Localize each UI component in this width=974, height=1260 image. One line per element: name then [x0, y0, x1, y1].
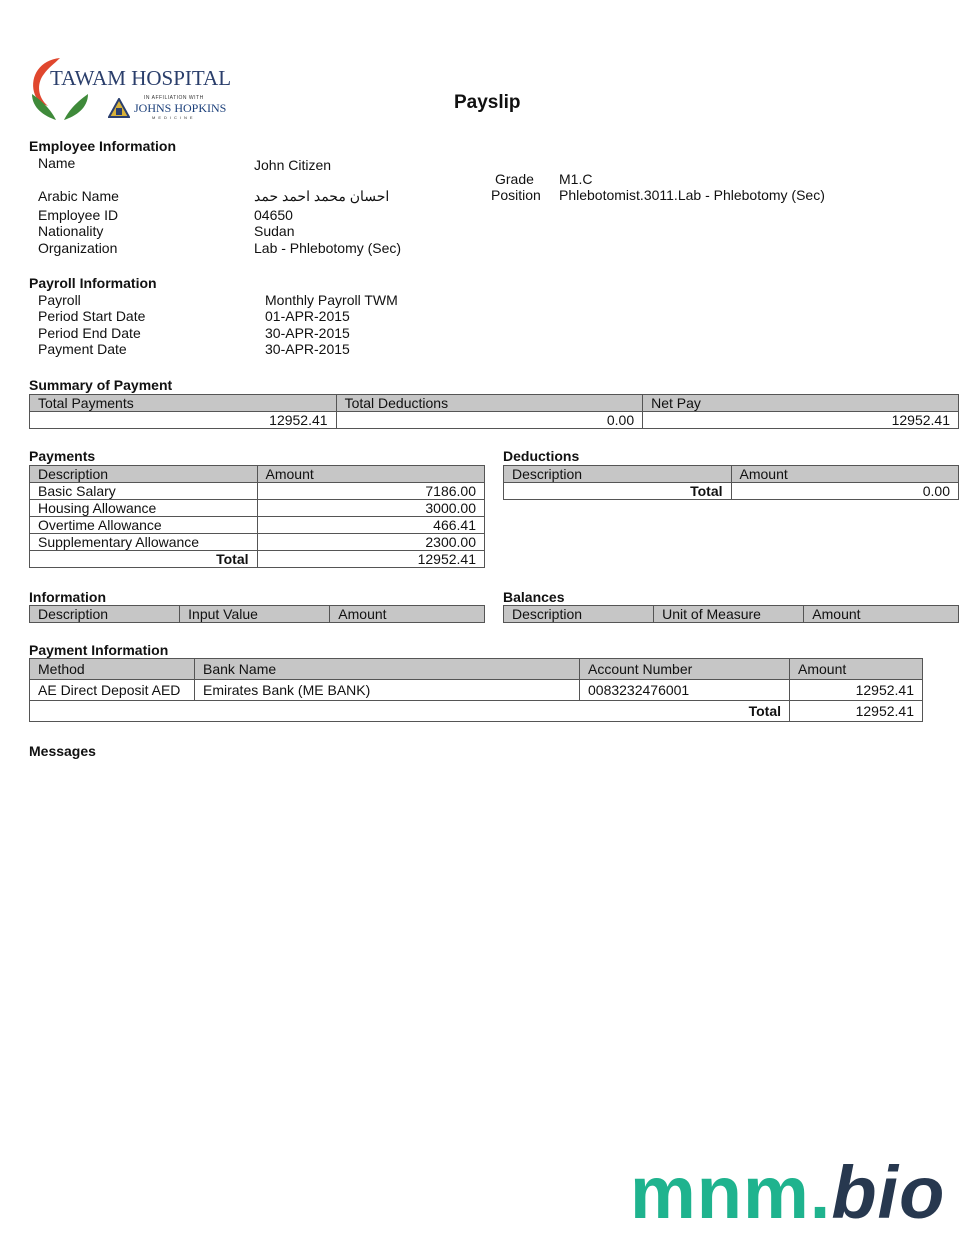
- table-row: [30, 534, 485, 551]
- payment-description: Housing Allowance: [30, 500, 258, 517]
- description-header: Description: [504, 606, 654, 623]
- table-header-row: [504, 606, 959, 623]
- deductions-title: Deductions: [503, 448, 580, 464]
- name-value: John Citizen: [254, 157, 332, 173]
- payments-total: 12952.41: [257, 551, 485, 568]
- table-header-row: [30, 395, 959, 412]
- information-table: [29, 605, 485, 623]
- position-value: Phlebotomist.3011.Lab - Phlebotomy (Sec): [559, 187, 825, 203]
- arabic-name-value: احسان محمد احمد حمد: [254, 188, 390, 204]
- payment-information-table: [29, 658, 923, 722]
- total-payments-value: 12952.41: [30, 412, 337, 429]
- employee-id-label: Employee ID: [38, 207, 119, 223]
- page-title: Payslip: [454, 92, 521, 113]
- period-start-value: 01-APR-2015: [265, 308, 350, 324]
- amount-header: Amount: [804, 606, 959, 623]
- summary-of-payment-title: Summary of Payment: [29, 377, 173, 393]
- hospital-name: TAWAM HOSPITAL: [50, 66, 232, 90]
- total-deductions-value: 0.00: [336, 412, 643, 429]
- amount-header: Amount: [257, 466, 485, 483]
- table-row: [30, 412, 959, 429]
- payment-description: Overtime Allowance: [30, 517, 258, 534]
- organization-value: Lab - Phlebotomy (Sec): [254, 240, 402, 256]
- total-row: [504, 483, 959, 500]
- employee-information-title: Employee Information: [29, 138, 177, 154]
- total-deductions-header: Total Deductions: [336, 395, 643, 412]
- table-row: [30, 517, 485, 534]
- total-row: [30, 701, 923, 722]
- total-row: [30, 551, 485, 568]
- payment-amount: 3000.00: [257, 500, 485, 517]
- position-label: Position: [491, 187, 541, 203]
- watermark: [630, 1150, 945, 1235]
- description-header: Description: [30, 466, 258, 483]
- payments-table: [29, 465, 485, 568]
- table-header-row: [30, 606, 485, 623]
- payment-amount: 12952.41: [790, 680, 923, 701]
- nationality-label: Nationality: [38, 223, 104, 239]
- payment-information-title: Payment Information: [29, 642, 169, 658]
- deductions-table: [503, 465, 959, 500]
- hospital-logo: [26, 54, 231, 126]
- organization-label: Organization: [38, 240, 118, 256]
- net-pay-value: 12952.41: [643, 412, 959, 429]
- messages-title: Messages: [29, 743, 96, 759]
- summary-table: [29, 394, 959, 429]
- method-header: Method: [30, 659, 195, 680]
- total-label: Total: [30, 701, 790, 722]
- payroll-value: Monthly Payroll TWM: [265, 292, 398, 308]
- total-label: Total: [30, 551, 258, 568]
- balances-title: Balances: [503, 589, 565, 605]
- amount-header: Amount: [330, 606, 485, 623]
- payment-information-total: 12952.41: [790, 701, 923, 722]
- payments-title: Payments: [29, 448, 96, 464]
- payment-amount: 7186.00: [257, 483, 485, 500]
- unit-of-measure-header: Unit of Measure: [654, 606, 804, 623]
- net-pay-header: Net Pay: [643, 395, 959, 412]
- johns-hopkins-shield-icon: [108, 98, 130, 118]
- total-payments-header: Total Payments: [30, 395, 337, 412]
- account-number-header: Account Number: [580, 659, 790, 680]
- period-end-value: 30-APR-2015: [265, 325, 350, 341]
- amount-header: Amount: [790, 659, 923, 680]
- watermark-part2: bio: [831, 1151, 946, 1234]
- grade-value: M1.C: [559, 171, 593, 187]
- balances-table: [503, 605, 959, 623]
- table-header-row: [30, 466, 485, 483]
- table-header-row: [504, 466, 959, 483]
- payment-amount: 466.41: [257, 517, 485, 534]
- total-label: Total: [504, 483, 732, 500]
- payment-amount: 2300.00: [257, 534, 485, 551]
- bank-name-header: Bank Name: [195, 659, 580, 680]
- table-row: [30, 500, 485, 517]
- description-header: Description: [30, 606, 180, 623]
- description-header: Description: [504, 466, 732, 483]
- amount-header: Amount: [731, 466, 959, 483]
- payment-date-label: Payment Date: [38, 341, 127, 357]
- information-title: Information: [29, 589, 106, 605]
- account-number: 0083232476001: [580, 680, 790, 701]
- table-header-row: [30, 659, 923, 680]
- table-row: [30, 680, 923, 701]
- period-end-label: Period End Date: [38, 325, 141, 341]
- input-value-header: Input Value: [180, 606, 330, 623]
- employee-id-value: 04650: [254, 207, 293, 223]
- bank-name: Emirates Bank (ME BANK): [195, 680, 580, 701]
- payment-date-value: 30-APR-2015: [265, 341, 350, 357]
- payroll-label: Payroll: [38, 292, 81, 308]
- affiliation-text: IN AFFILIATION WITH: [144, 95, 204, 101]
- partner-name: JOHNS HOPKINS: [134, 101, 227, 115]
- grade-label: Grade: [495, 171, 534, 187]
- period-start-label: Period Start Date: [38, 308, 146, 324]
- partner-subtitle: MEDICINE: [152, 115, 196, 120]
- arabic-name-label: Arabic Name: [38, 188, 119, 204]
- watermark-part1: mnm.: [630, 1151, 832, 1234]
- payment-description: Basic Salary: [30, 483, 258, 500]
- name-label: Name: [38, 155, 76, 171]
- nationality-value: Sudan: [254, 223, 295, 239]
- payment-description: Supplementary Allowance: [30, 534, 258, 551]
- table-row: [30, 483, 485, 500]
- deductions-total: 0.00: [731, 483, 959, 500]
- payment-method: AE Direct Deposit AED: [30, 680, 195, 701]
- payroll-information-title: Payroll Information: [29, 275, 157, 291]
